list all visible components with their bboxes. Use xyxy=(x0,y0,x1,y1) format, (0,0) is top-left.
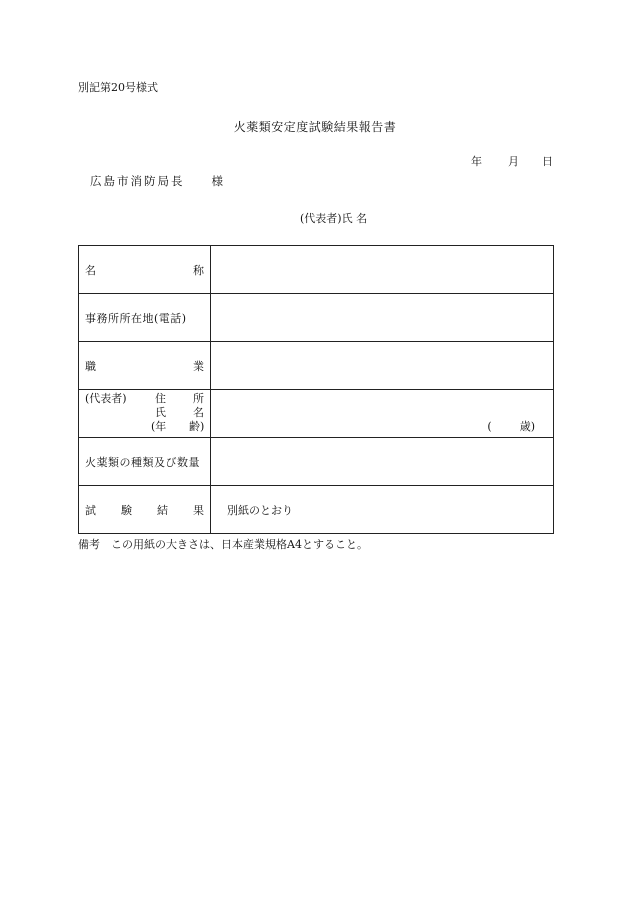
label-name xyxy=(79,246,211,294)
label-test-result-1: 試 xyxy=(85,503,96,517)
field-representative[interactable] xyxy=(211,390,554,438)
representative-name-label: (代表者)氏 名 xyxy=(300,212,368,225)
row-explosive-type xyxy=(79,438,554,486)
label-residence-right: 所 xyxy=(193,392,204,405)
field-test-result[interactable] xyxy=(211,486,554,534)
label-repname-left: 氏 xyxy=(155,406,166,419)
test-result-value: 別紙のとおり xyxy=(227,503,293,517)
label-age-right: 齢) xyxy=(189,420,205,433)
age-paren-open: ( xyxy=(487,420,492,433)
label-test-result-3: 結 xyxy=(157,503,168,517)
label-test-result-2: 験 xyxy=(121,503,132,517)
age-unit: 歳) xyxy=(519,420,535,433)
label-residence-left: 住 xyxy=(155,392,166,405)
label-test-result xyxy=(79,486,211,534)
label-occupation xyxy=(79,342,211,390)
row-occupation xyxy=(79,342,554,390)
field-name[interactable] xyxy=(211,246,554,294)
label-explosive-type-text: 火薬類の種類及び数量 xyxy=(85,455,200,469)
form-number: 別記第20号様式 xyxy=(78,81,158,94)
addressee: 広島市消防局長 様 xyxy=(90,174,225,188)
label-representative-prefix: (代表者) xyxy=(85,392,127,405)
label-repname-right: 名 xyxy=(193,406,204,419)
label-name-right: 称 xyxy=(193,263,204,277)
label-occupation-left: 職 xyxy=(85,359,96,373)
date-month-label: 月 xyxy=(508,155,519,168)
row-address xyxy=(79,294,554,342)
label-representative xyxy=(79,390,211,438)
label-address xyxy=(79,294,211,342)
field-explosive-type[interactable] xyxy=(211,438,554,486)
label-age-left: (年 xyxy=(151,420,167,433)
date-year-label: 年 xyxy=(471,155,482,168)
row-test-result xyxy=(79,486,554,534)
date-day-label: 日 xyxy=(542,155,553,168)
label-address-text: 事務所所在地(電話) xyxy=(85,311,187,325)
row-representative xyxy=(79,390,554,438)
row-name xyxy=(79,246,554,294)
field-occupation[interactable] xyxy=(211,342,554,390)
document-title: 火薬類安定度試験結果報告書 xyxy=(233,120,397,134)
footnote: 備考 この用紙の大きさは、日本産業規格A4とすること。 xyxy=(78,538,368,551)
report-form-table xyxy=(78,245,554,534)
label-explosive-type xyxy=(79,438,211,486)
label-test-result-4: 果 xyxy=(193,503,204,517)
label-name-left: 名 xyxy=(85,263,96,277)
label-occupation-right: 業 xyxy=(193,359,204,373)
field-address[interactable] xyxy=(211,294,554,342)
age-slot xyxy=(487,418,535,434)
